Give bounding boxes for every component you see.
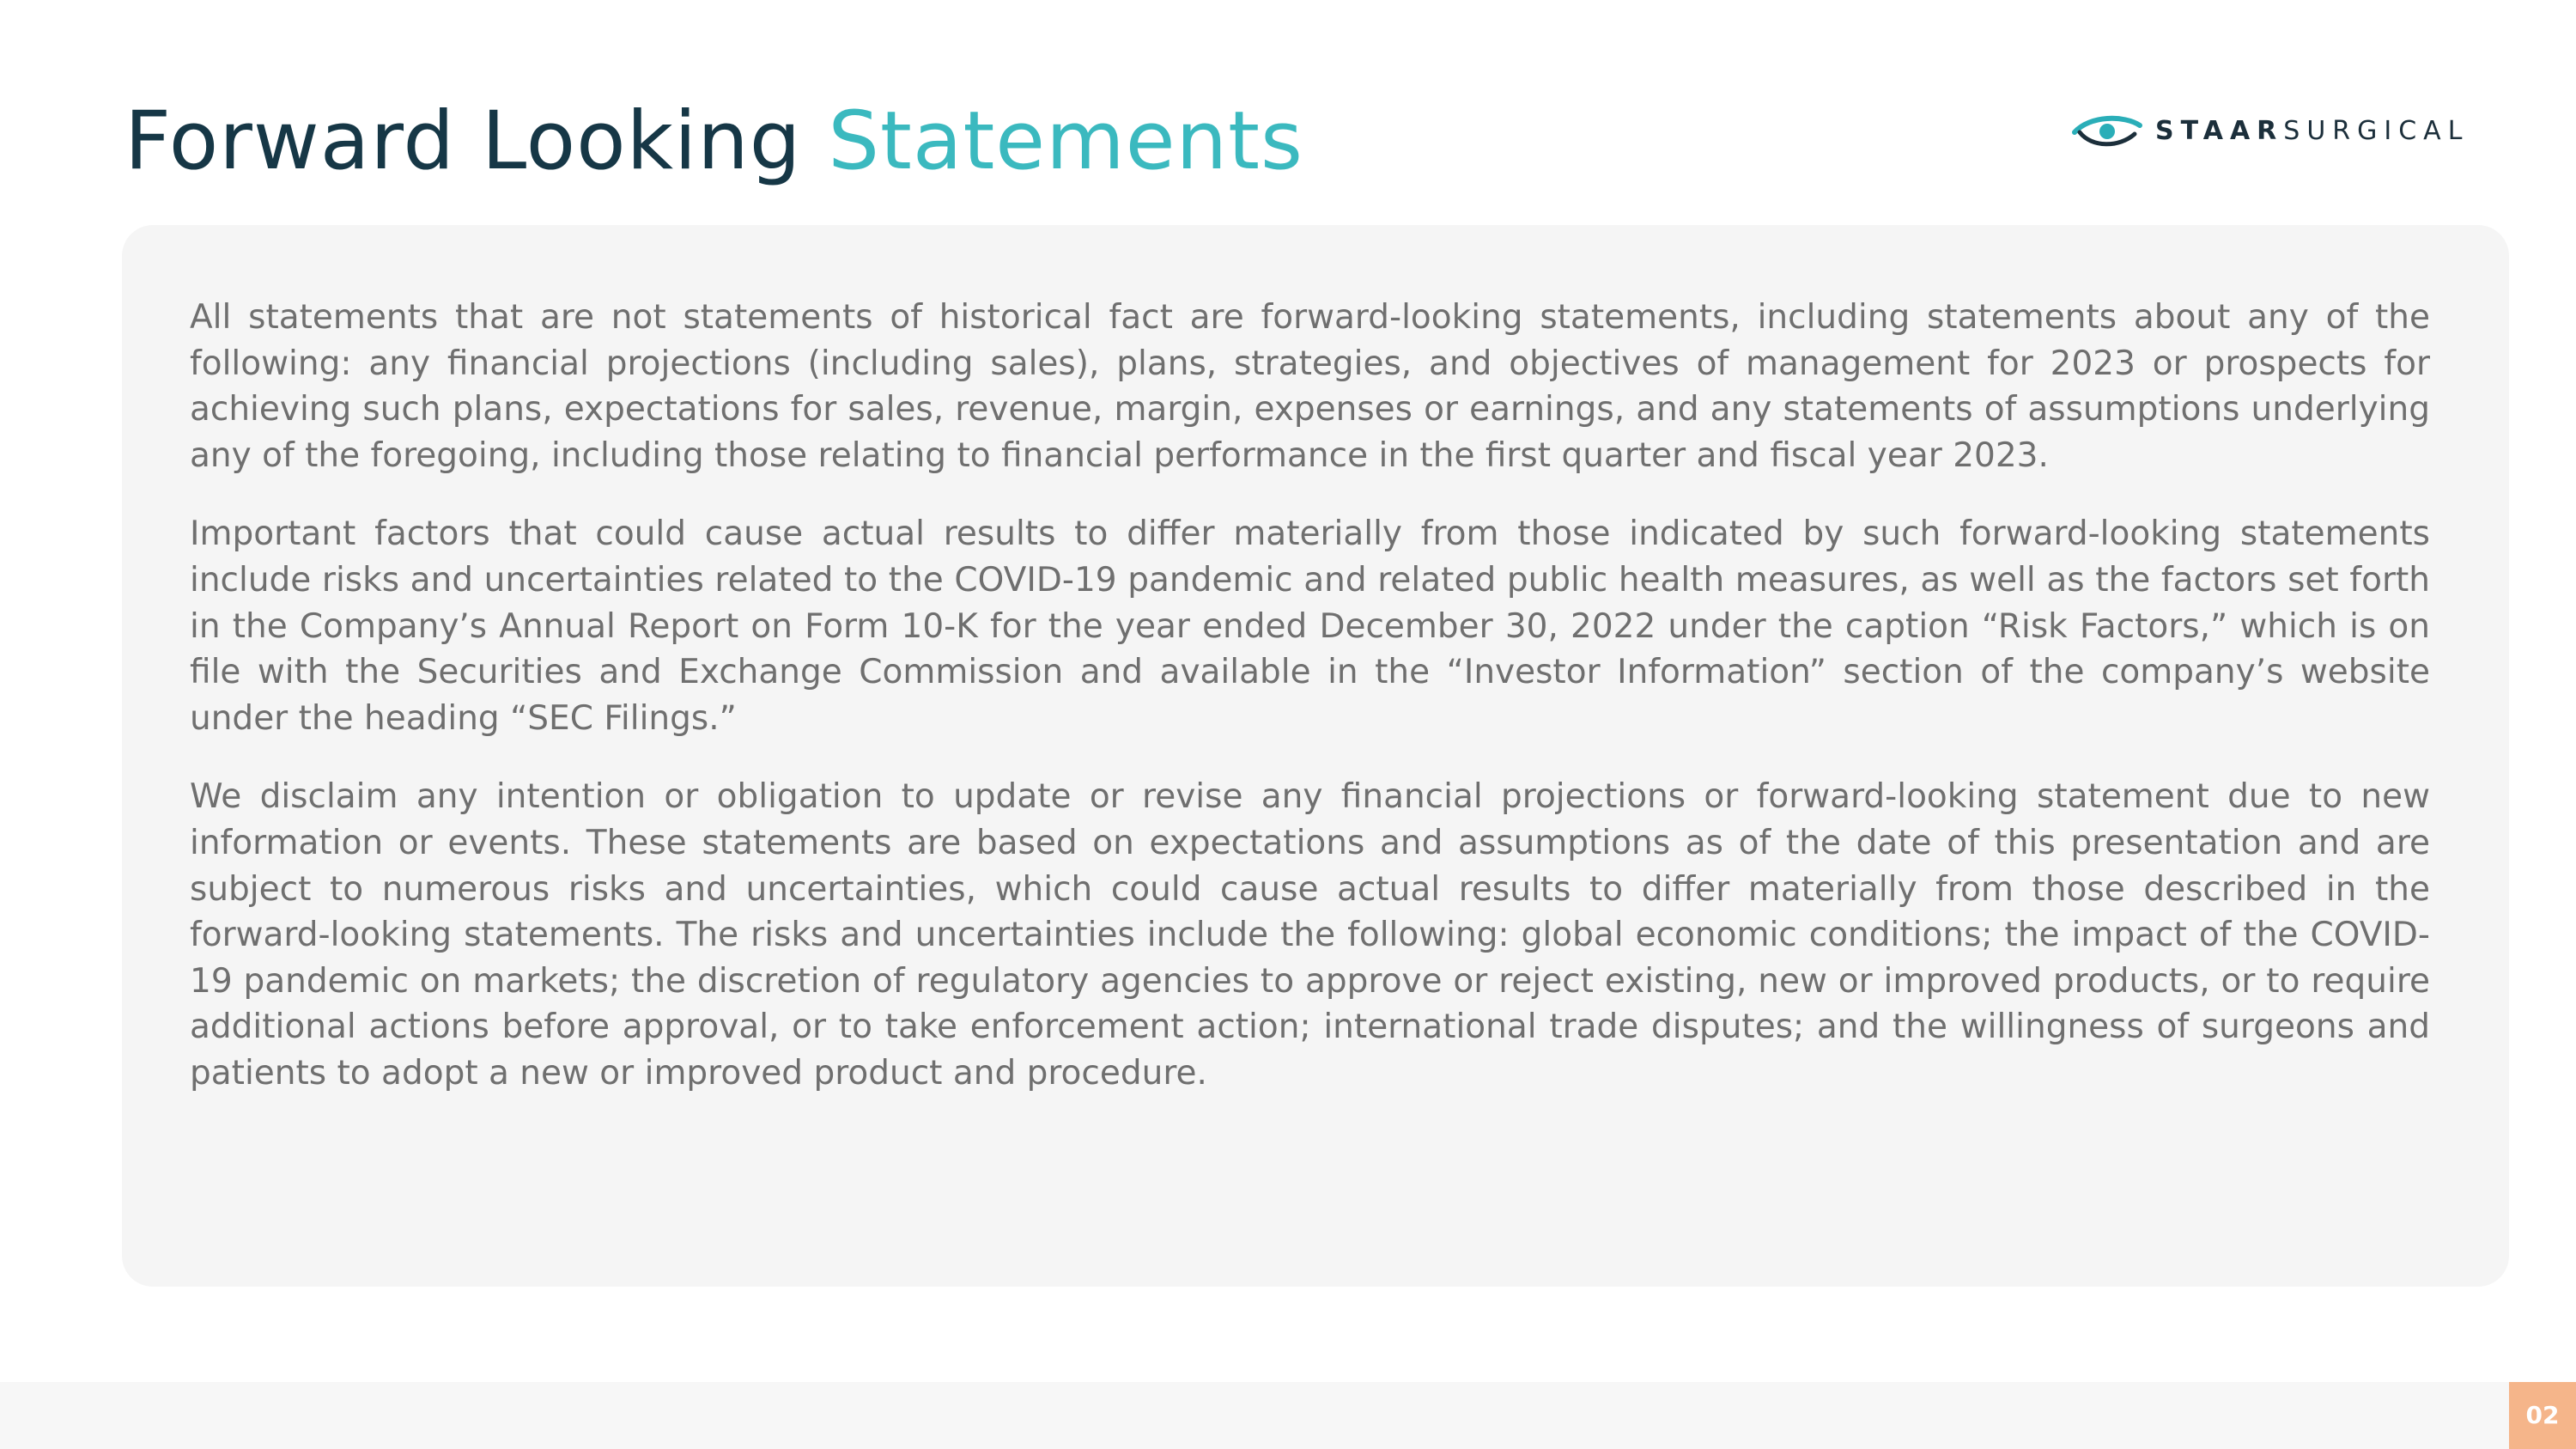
paragraph-forward-looking-definition: All statements that are not statements of historical fact are forward-looking statements, including statements about any of the following: any financial projections (including sales), plans, strategies, and objectives of management for 2023 or prospects for achieving such plans, expectations for sales, revenue, margin, expenses or earnings, and any statements of assumptions underlying any of the foregoing, including those relating to financial performance in the first quarter and fiscal year 2023.	[190, 298, 2430, 475]
logo-wordmark	[2155, 116, 2469, 146]
logo-word-surgical: SURGICAL	[2283, 115, 2470, 146]
paragraph-disclaimer: We disclaim any intention or obligation to update or revise any financial projections or forward-looking statement due to new information or events. These statements are based on expectations and assumptions as of the date of this presentation and are subject to numerous risks and uncertainties, which could cause actual results to differ materially from those described in the forward-looking statements. The risks and uncertainties include the following: global economic conditions; the impact of the COVID-19 pandemic on markets; the discretion of regulatory agencies to approve or reject existing, new or improved products, or to require additional actions before approval, or to take enforcement action; international trade disputes; and the willingness of surgeons and patients to adopt a new or improved product and procedure.	[190, 777, 2430, 1093]
disclaimer-panel	[122, 225, 2509, 1287]
page-number-badge: 02	[2509, 1382, 2576, 1449]
staar-surgical-logo	[2071, 110, 2469, 151]
logo-word-staar: STAAR	[2155, 115, 2284, 146]
eye-swoosh-icon	[2071, 113, 2143, 148]
title-primary: Forward Looking	[125, 94, 802, 188]
slide-title	[125, 86, 1303, 198]
paragraph-risk-factors: Important factors that could cause actual results to differ materially from those indicated by such forward-looking statements include risks and uncertainties related to the COVID-19 pandemic and related public health measures, as well as the factors set forth in the Company’s Annual Report on Form 10-K for the year ended December 30, 2022 under the caption “Risk Factors,” which is on file with the Securities and Exchange Commission and available in the “Investor Information” section of the company’s website under the heading “SEC Filings.”	[190, 514, 2430, 738]
title-accent: Statements	[828, 94, 1303, 188]
footer-bar	[0, 1382, 2576, 1449]
